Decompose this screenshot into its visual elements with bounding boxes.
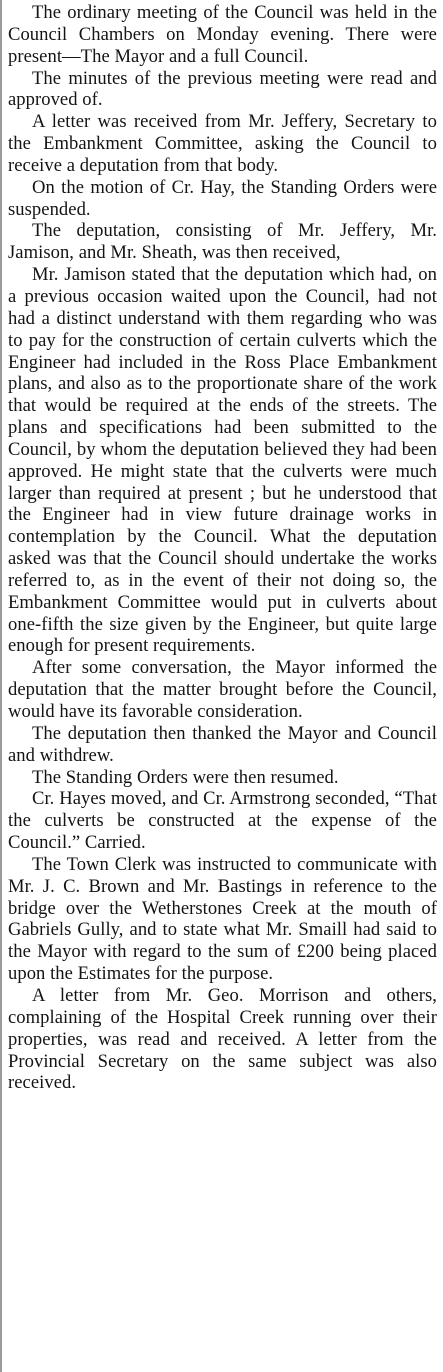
paragraph-standing-orders-suspended: On the motion of Cr. Hay, the Standing Orders were suspended. bbox=[8, 176, 437, 220]
paragraph-culverts-motion: Cr. Hayes moved, and Cr. Armstrong seconded, “That the culverts be constructed at the expense of the Council.” Carried. bbox=[8, 788, 437, 854]
paragraph-jeffery-letter: A letter was received from Mr. Jeffery, Secretary to the Embankment Committee, asking the Council to receive a deputation from that body. bbox=[8, 111, 437, 176]
paragraph-minutes: The minutes of the previous meeting were read and approved of. bbox=[8, 67, 437, 111]
paragraph-deputation-withdrew: The deputation then thanked the Mayor and Council and withdrew. bbox=[8, 722, 437, 766]
paragraph-mayor-response: After some conversation, the Mayor informed the deputation that the matter brought before the Council, would have its favorable consideration. bbox=[8, 657, 437, 722]
paragraph-town-clerk: The Town Clerk was instructed to communicate with Mr. J. C. Brown and Mr. Bastings in reference to the bridge over the Wetherstones Creek at the mouth of Gabriels Gully, and to state what Mr. Smaill had said to the Mayor with regard to the sum of £200 being placed upon the Estimates for the purpose. bbox=[8, 853, 437, 985]
paragraph-standing-orders-resumed: The Standing Orders were then resumed. bbox=[32, 766, 339, 788]
paragraph-jamison-statement: Mr. Jamison stated that the deputation which had, on a previous occasion waited upon the Council, had not had a distinct understand with them regarding who was to pay for the construction of certain culverts which the Engineer had included in the Ross Place Embankment plans, and also as to the proportionate share of the work that would be required at the ends of the streets. The plans and specifications had been submitted to the Council, by whom the deputation believed they had been approved. He might state that the culverts were much larger than required at present ; but he understood that the Engineer had in view future drainage works in contemplation by the Council. What the deputation asked was that the Council should undertake the works referred to, as in the event of their not doing so, the Embankment Committee would put in culverts about one-fifth the size given by the Engineer, but quite large enough for present requirements. bbox=[8, 264, 437, 657]
paragraph-opening: The ordinary meeting of the Council was held in the Council Chambers on Monday evening. There were present—The Mayor and a full Council. bbox=[8, 2, 437, 67]
paragraph-morrison-letter: A letter from Mr. Geo. Morrison and others, complaining of the Hospital Creek running over their properties, was read and received. A letter from the Provincial Secretary on the same subject was also received. bbox=[8, 984, 437, 1094]
paragraph-deputation-received: The deputation, consisting of Mr. Jeffery, Mr. Jamison, and Mr. Sheath, was then received, bbox=[8, 220, 437, 264]
